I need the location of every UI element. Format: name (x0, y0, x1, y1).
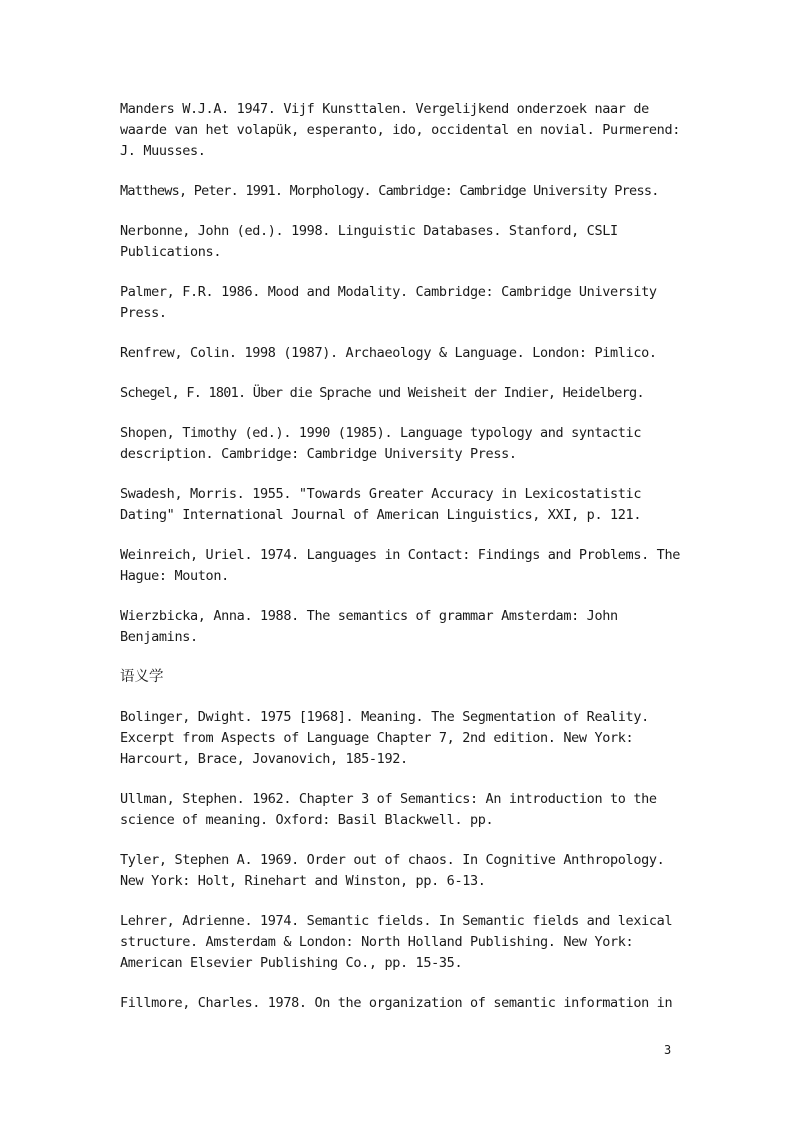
reference-entry: Manders W.J.A. 1947. Vijf Kunsttalen. Vergelijkend onderzoek naar de waarde van het volapük, esperanto, ido, occidental en novial. Purmerend: J. Muusses. (120, 101, 680, 159)
reference-entry: Tyler, Stephen A. 1969. Order out of chaos. In Cognitive Anthropology. New York: Holt, Rinehart and Winston, pp. 6-13. (120, 852, 665, 889)
reference-entry: Swadesh, Morris. 1955. "Towards Greater Accuracy in Lexicostatistic Dating" International Journal of American Linguistics, XXI, p. 121. (120, 486, 642, 523)
reference-list (120, 99, 682, 1033)
reference-entry: Ullman, Stephen. 1962. Chapter 3 of Semantics: An introduction to the science of meaning. Oxford: Basil Blackwell. pp. (120, 791, 657, 828)
section-heading: 语义学 (120, 669, 164, 685)
reference-entry: Matthews, Peter. 1991. Morphology. Cambridge: Cambridge University Press. (120, 183, 659, 199)
reference-entry: Nerbonne, John (ed.). 1998. Linguistic Databases. Stanford, CSLI Publications. (120, 223, 618, 260)
reference-entry: Bolinger, Dwight. 1975 [1968]. Meaning. The Segmentation of Reality. Excerpt from Aspects of Language Chapter 7, 2nd edition. New York: Harcourt, Brace, Jovanovich, 185-192. (120, 709, 649, 767)
reference-entry: Fillmore, Charles. 1978. On the organization of semantic information in (120, 995, 673, 1011)
reference-entry: Weinreich, Uriel. 1974. Languages in Contact: Findings and Problems. The Hague: Mouton. (120, 547, 680, 584)
reference-entry: Palmer, F.R. 1986. Mood and Modality. Cambridge: Cambridge University Press. (120, 284, 657, 321)
reference-entry: Shopen, Timothy (ed.). 1990 (1985). Language typology and syntactic description. Cambridge: Cambridge University Press. (120, 425, 642, 462)
reference-entry: Wierzbicka, Anna. 1988. The semantics of grammar Amsterdam: John Benjamins. (120, 608, 618, 645)
reference-entry: Renfrew, Colin. 1998 (1987). Archaeology & Language. London: Pimlico. (120, 345, 657, 361)
page-number: 3 (664, 1043, 672, 1057)
reference-entry: Schegel, F. 1801. Über die Sprache und Weisheit der Indier, Heidelberg. (120, 385, 644, 401)
reference-entry: Lehrer, Adrienne. 1974. Semantic fields. In Semantic fields and lexical structure. Amsterdam & London: North Holland Publishing. New York: American Elsevier Publishing Co., pp. 15-35. (120, 913, 673, 971)
